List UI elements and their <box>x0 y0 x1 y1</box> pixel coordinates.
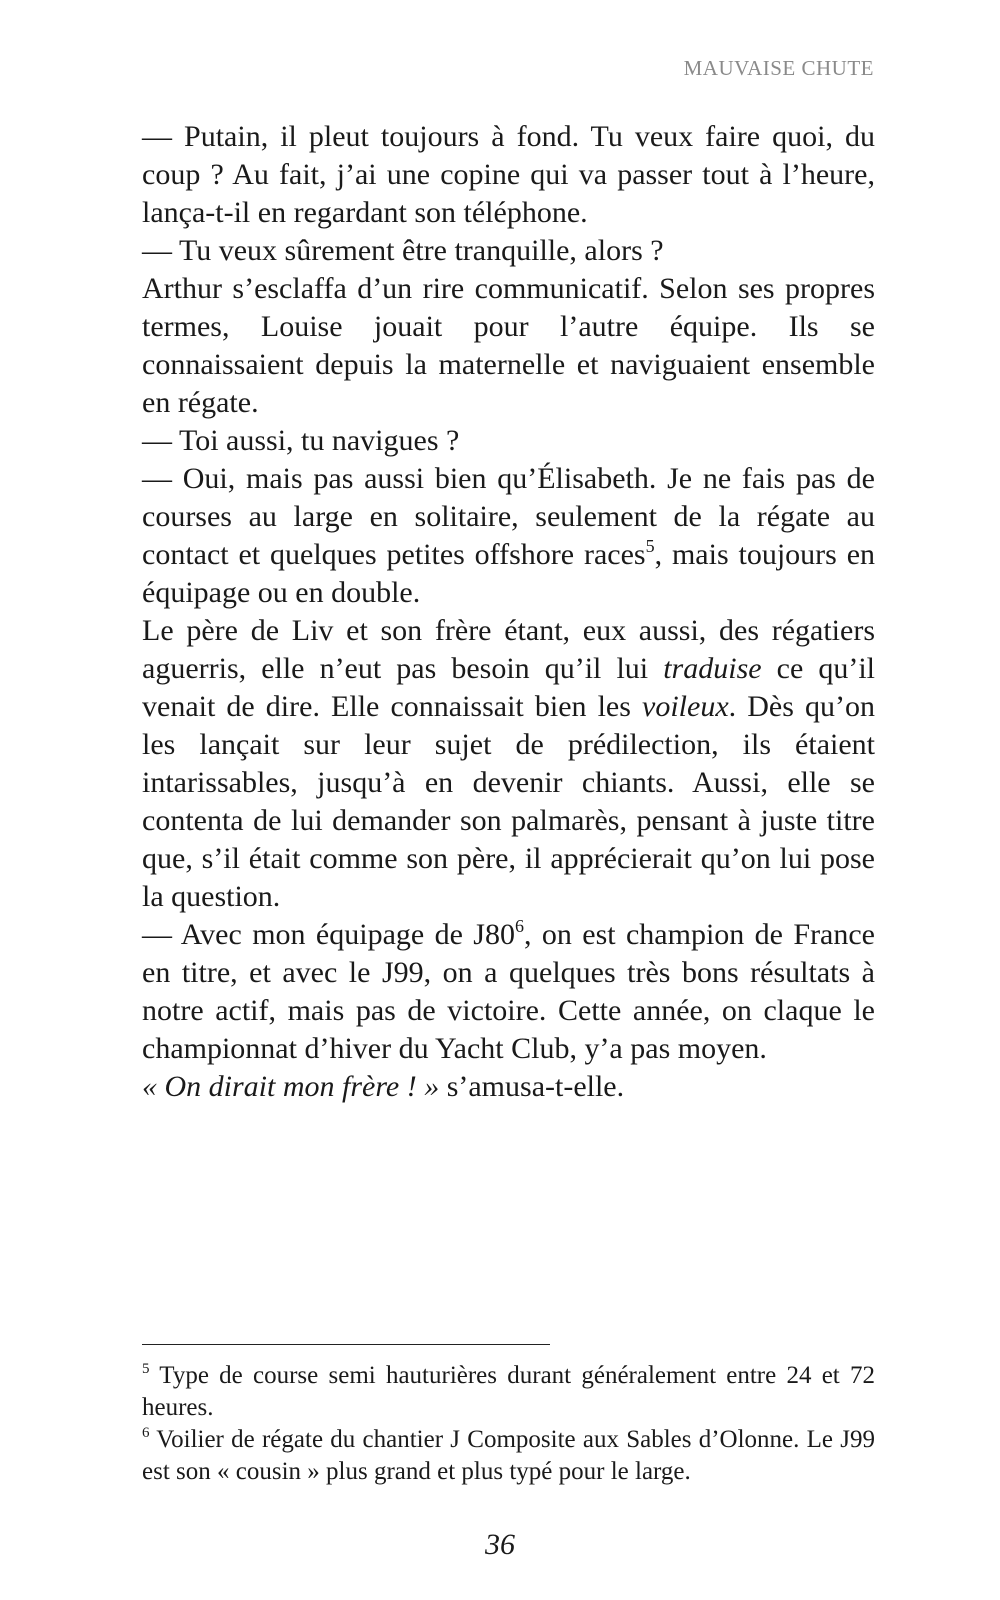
footnote-6 <box>142 1424 875 1488</box>
paragraph-6-text-b: ce qu’il venait de dire. Elle connaissait bien les <box>142 652 875 723</box>
paragraph-2: — Tu veux sûrement être tranquille, alors ? <box>142 234 664 267</box>
footnote-separator <box>142 1344 550 1345</box>
footnote-ref-6[interactable]: 6 <box>514 916 524 936</box>
page-number: 36 <box>485 1528 515 1561</box>
italic-word-traduise: traduise <box>663 652 762 685</box>
italic-word-voileux: voileux <box>642 690 729 723</box>
paragraph-8 <box>142 1068 875 1106</box>
running-header: MAUVAISE CHUTE <box>683 56 874 80</box>
paragraph-5-text: — Oui, mais pas aussi bien qu’Élisabeth. Je ne fais pas de courses au large en solitaire, seulement de la régate au contact et quelques petites offshore races <box>142 462 875 571</box>
paragraph-5 <box>142 460 875 612</box>
paragraph-7 <box>142 916 875 1068</box>
footnote-5 <box>142 1360 875 1424</box>
footnote-5-text: Type de course semi hauturières durant généralement entre 24 et 72 heures. <box>142 1362 875 1421</box>
paragraph-6 <box>142 612 875 916</box>
footnote-5-number: 5 <box>142 1361 150 1377</box>
paragraph-7-text-end: , on est champion de France en titre, et avec le J99, on a quelques très bons résultats à notre actif, mais pas de victoire. Cette année, on claque le championnat d’hiver du Yacht Club, y’a pas moyen. <box>142 918 875 1065</box>
paragraph-7-text: — Avec mon équipage de J80 <box>142 918 515 951</box>
footnote-ref-5[interactable]: 5 <box>645 536 655 556</box>
paragraph-1: — Putain, il pleut toujours à fond. Tu veux faire quoi, du coup ? Au fait, j’ai une copine qui va passer tout à l’heure, lança-t-il en regardant son téléphone. <box>142 120 875 229</box>
footnote-6-number: 6 <box>142 1425 150 1441</box>
paragraph-6-text-c: . Dès qu’on les lançait sur leur sujet de prédilection, ils étaient intarissables, jusqu’à en devenir chiants. Aussi, elle se contenta de lui demander son palmarès, pensant à juste titre que, s’il était comme son père, il apprécierait qu’on lui pose la question. <box>142 690 875 913</box>
paragraph-8-text: s’amusa-t-elle. <box>439 1070 625 1103</box>
paragraph-6-text-a: Le père de Liv et son frère étant, eux aussi, des régatiers aguerris, elle n’eut pas besoin qu’il lui <box>142 614 875 685</box>
italic-quote: « On dirait mon frère ! » <box>142 1070 440 1103</box>
paragraph-4: — Toi aussi, tu navigues ? <box>142 424 460 457</box>
paragraph-3: Arthur s’esclaffa d’un rire communicatif. Selon ses propres termes, Louise jouait pour l’autre équipe. Ils se connaissaient depuis la maternelle et naviguaient ensemble en régate. <box>142 272 875 419</box>
footnote-6-text: Voilier de régate du chantier J Composite aux Sables d’Olonne. Le J99 est son « cousin » plus grand et plus typé pour le large. <box>142 1426 875 1485</box>
body-text <box>142 118 875 1106</box>
footnotes <box>142 1360 875 1488</box>
paragraph-5-text-end: , mais toujours en équipage ou en double. <box>142 538 876 609</box>
